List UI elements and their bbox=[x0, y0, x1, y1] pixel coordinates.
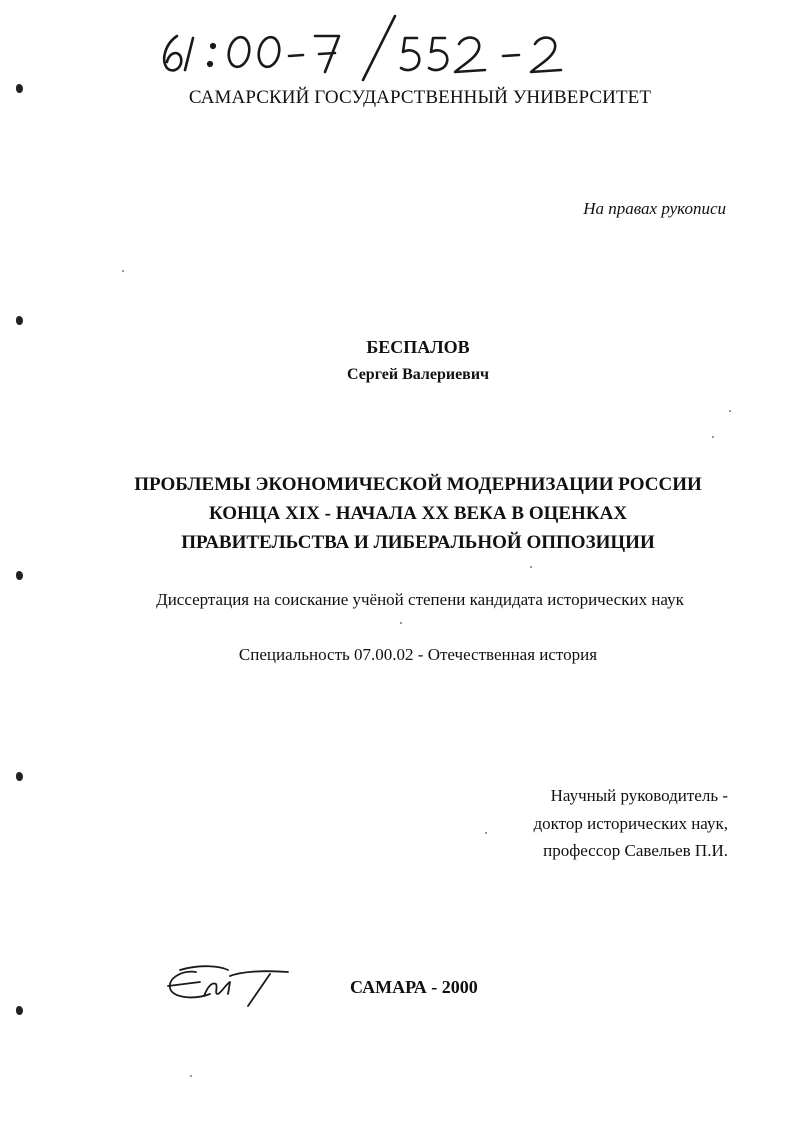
advisor-line: Научный руководитель - bbox=[550, 786, 728, 805]
university-name: САМАРСКИЙ ГОСУДАРСТВЕННЫЙ УНИВЕРСИТЕТ bbox=[188, 87, 652, 108]
binding-hole-mark bbox=[16, 316, 23, 325]
binding-hole-mark bbox=[16, 1006, 23, 1015]
dissertation-title-line: ПРОБЛЕМЫ ЭКОНОМИЧЕСКОЙ МОДЕРНИЗАЦИИ РОССИИ bbox=[134, 474, 702, 495]
scan-speck bbox=[530, 566, 532, 568]
scan-speck bbox=[122, 270, 124, 272]
handwritten-archive-number bbox=[155, 8, 595, 90]
author-surname: БЕСПАЛОВ bbox=[366, 337, 470, 357]
city-and-year: САМАРА - 2000 bbox=[350, 977, 478, 997]
manuscript-rights-note: На правах рукописи bbox=[583, 199, 726, 218]
scientific-advisor-block bbox=[533, 782, 728, 865]
binding-hole-mark bbox=[16, 84, 23, 93]
binding-hole-mark bbox=[16, 772, 23, 781]
dissertation-title-line: КОНЦА XIX - НАЧАЛА XX ВЕКА В ОЦЕНКАХ bbox=[208, 503, 628, 524]
scan-speck bbox=[712, 436, 714, 438]
specialty: Специальность 07.00.02 - Отечественная история bbox=[238, 645, 598, 664]
author-given-names: Сергей Валериевич bbox=[346, 366, 490, 383]
binding-hole-mark bbox=[16, 571, 23, 580]
dissertation-title-line: ПРАВИТЕЛЬСТВА И ЛИБЕРАЛЬНОЙ ОППОЗИЦИИ bbox=[181, 532, 655, 553]
scan-speck bbox=[729, 410, 731, 412]
handwritten-signature bbox=[160, 960, 300, 1012]
scan-speck bbox=[400, 622, 402, 624]
advisor-line: профессор Савельев П.И. bbox=[543, 841, 728, 860]
scan-speck bbox=[485, 832, 487, 834]
advisor-line: доктор исторических наук, bbox=[533, 813, 728, 833]
scan-speck bbox=[190, 1075, 192, 1077]
degree-statement: Диссертация на соискание учёной степени кандидата исторических наук bbox=[156, 590, 684, 609]
